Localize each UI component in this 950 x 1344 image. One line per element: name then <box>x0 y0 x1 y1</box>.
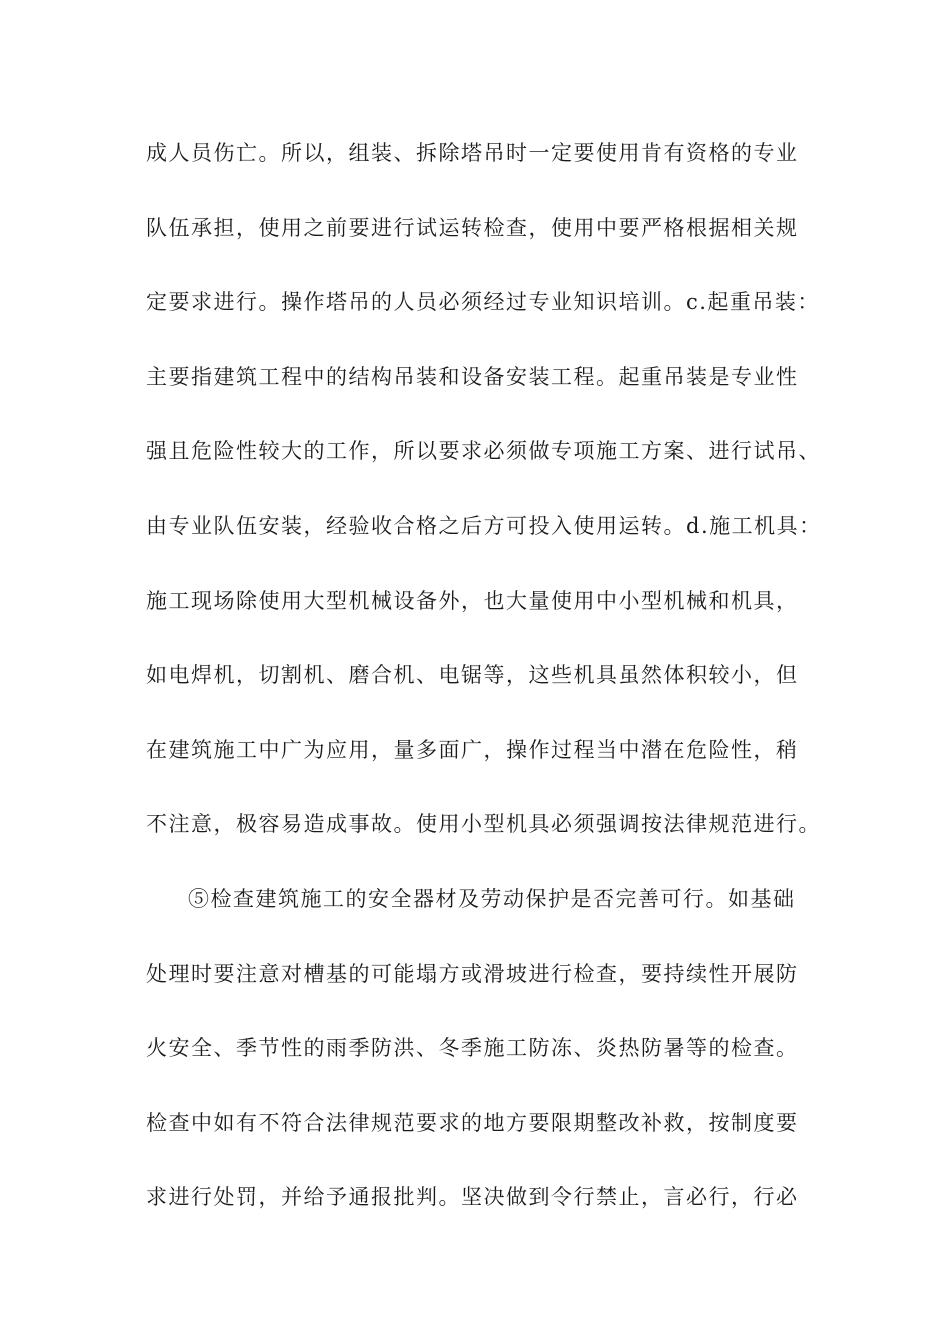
paragraph-start-line: ⑤检查建筑施工的安全器材及劳动保护是否完善可行。如基础 <box>188 886 796 911</box>
text-line: 队伍承担，使用之前要进行试运转检查，使用中要严格根据相关规 <box>146 215 799 240</box>
text-line: 主要指建筑工程中的结构吊装和设备安装工程。起重吊装是专业性 <box>146 364 799 389</box>
text-line: 火安全、季节性的雨季防洪、冬季施工防冻、炎热防暑等的检查。 <box>146 1036 799 1061</box>
body-text <box>146 132 826 1251</box>
text-line: 施工现场除使用大型机械设备外，也大量使用中小型机械和机具， <box>146 588 799 613</box>
text-line: 处理时要注意对槽基的可能塌方或滑坡进行检查，要持续性开展防 <box>146 961 799 986</box>
text-line: 强且危险性较大的工作，所以要求必须做专项施工方案、进行试吊、 <box>146 439 821 464</box>
text-line: 在建筑施工中广为应用，量多面广，操作过程当中潜在危险性，稍 <box>146 737 799 762</box>
text-line: 求进行处罚，并给予通报批判。坚决做到令行禁止，言必行，行必 <box>146 1185 799 1210</box>
text-line: 不注意，极容易造成事故。使用小型机具必须强调按法律规范进行。 <box>146 812 821 837</box>
text-line: 由专业队伍安装，经验收合格之后方可投入使用运转。d.施工机具： <box>146 513 822 538</box>
text-line: 如电焊机，切割机、磨合机、电锯等，这些机具虽然体积较小，但 <box>146 663 799 688</box>
text-line: 检查中如有不符合法律规范要求的地方要限期整改补救，按制度要 <box>146 1110 799 1135</box>
text-line: 定要求进行。操作塔吊的人员必须经过专业知识培训。c.起重吊装： <box>146 290 820 315</box>
text-line: 成人员伤亡。所以，组装、拆除塔吊时一定要使用肯有资格的专业 <box>146 141 799 165</box>
